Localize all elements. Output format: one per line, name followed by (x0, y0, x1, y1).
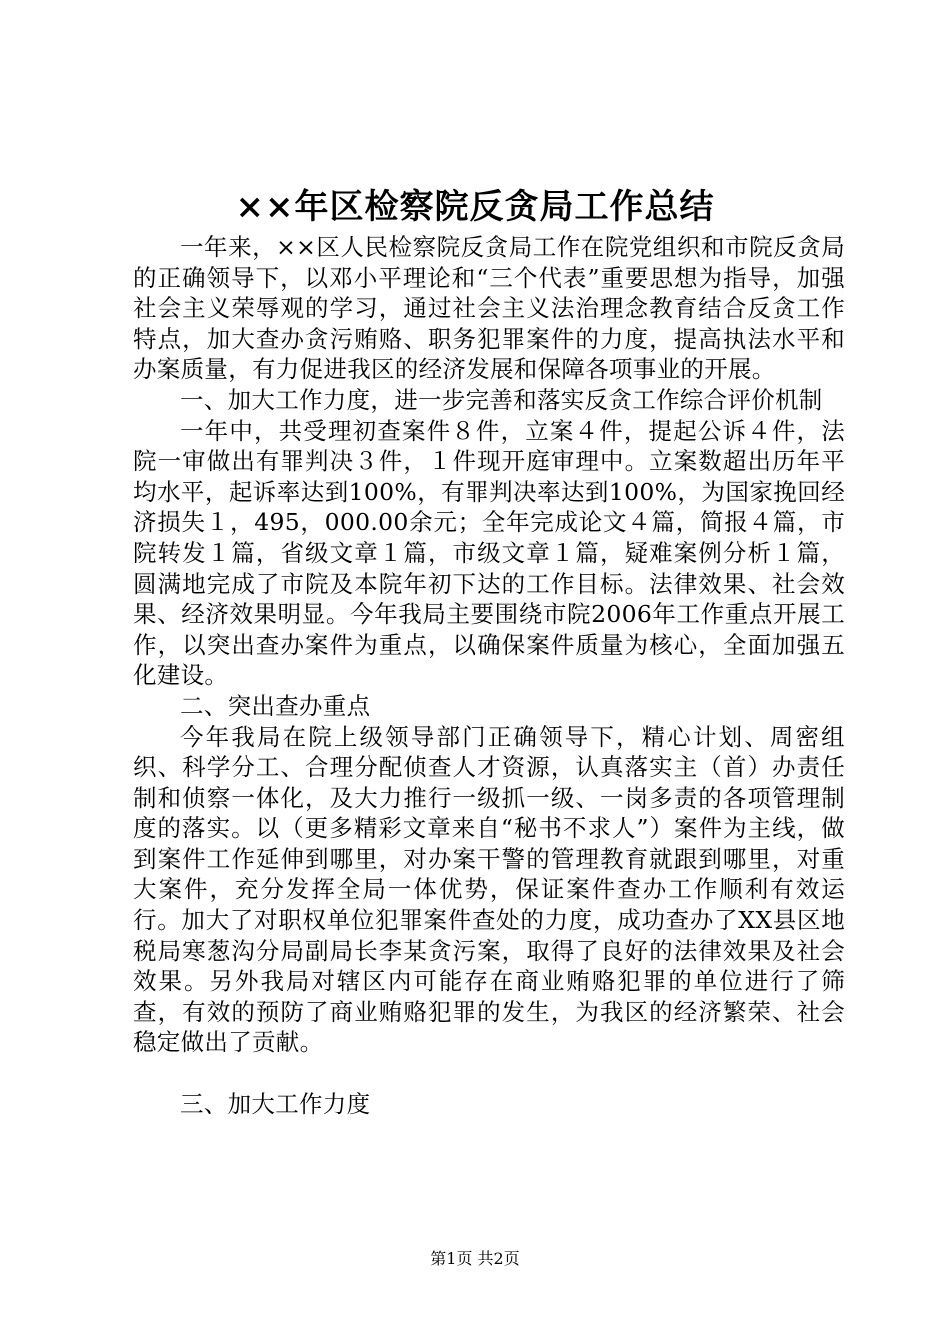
section-2-paragraph: 今年我局在院上级领导部门正确领导下，精心计划、周密组织、科学分工、合理分配侦查人才资源，认真落实主（首）办责任制和侦察一体化，及大力推行一级抓一级、一岗多责的各项管理制度的落实。以（更多精彩文章来自“秘书不求人”）案件为主线，做到案件工作延伸到哪里，对办案干警的管理教育就跟到哪里，对重大案件，充分发挥全局一体优势，保证案件查办工作顺利有效运行。加大了对职权单位犯罪案件查处的力度，成功查办了XX县区地税局寒葱沟分局副局长李某贪污案，取得了良好的法律效果及社会效果。另外我局对辖区内可能存在商业贿赂犯罪的单位进行了筛查，有效的预防了商业贿赂犯罪的发生，为我区的经济繁荣、社会稳定做出了贡献。 (133, 722, 845, 1057)
section-heading-1: 一、加大工作力度，进一步完善和落实反贪工作综合评价机制 (180, 385, 823, 414)
document-body (133, 232, 845, 1120)
section-heading-3: 三、加大工作力度 (180, 1090, 371, 1119)
intro-paragraph: 一年来，××区人民检察院反贪局工作在院党组织和市院反贪局的正确领导下，以邓小平理论和“三个代表”重要思想为指导，加强社会主义荣辱观的学习，通过社会主义法治理念教育结合反贪工作特点，加大查办贪污贿赂、职务犯罪案件的力度，提高执法水平和办案质量，有力促进我区的经济发展和保障各项事业的开展。 (133, 233, 845, 384)
document-title: ××年区检察院反贪局工作总结 (235, 187, 715, 227)
section-heading-2: 二、突出查办重点 (180, 691, 371, 720)
page-footer: 第1页 共2页 (430, 1249, 520, 1268)
section-1-paragraph: 一年中，共受理初查案件８件，立案４件，提起公诉４件，法院一审做出有罪判决３件，１件现开庭审理中。立案数超出历年平均水平，起诉率达到100%，有罪判决率达到100%，为国家挽回经济损失１，495，000.00余元；全年完成论文４篇，简报４篇，市院转发１篇，省级文章１篇，市级文章１篇，疑难案例分析１篇，圆满地完成了市院及本院年初下达的工作目标。法律效果、社会效果、经济效果明显。今年我局主要围绕市院2006年工作重点开展工作，以突出查办案件为重点，以确保案件质量为核心，全面加强五化建设。 (133, 416, 845, 690)
